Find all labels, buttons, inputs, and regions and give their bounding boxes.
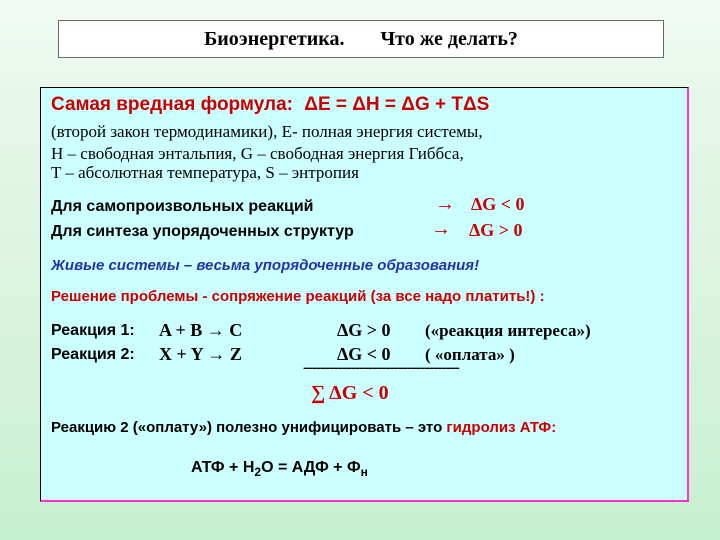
atp-sub-2: 2 [254,465,262,480]
title-bar [58,20,664,58]
reaction-2-dg: ΔG < 0 [337,344,391,364]
note-definitions: H – свободная энтальпия, G – свободная энергия Гиббса, [51,144,464,163]
unify-line [51,419,556,436]
title-left: Биоэнергетика. [204,27,345,50]
formula-line [51,94,489,116]
synthesis-arrow: → [431,218,451,240]
reaction-1-note: («реакция интереса») [425,321,591,340]
reaction-1-dg: ΔG > 0 [337,320,391,340]
reaction-2-note: ( «оплата» ) [425,345,515,364]
sum-condition: ∑ ΔG < 0 [311,382,389,404]
formula-label: Самая вредная формула: [51,94,293,115]
note-temperature: T – абсолютная температура, S – энтропия [51,163,359,182]
spontaneous-arrow: → [435,193,455,215]
reaction-1 [51,322,135,340]
spontaneous-condition: ΔG < 0 [471,194,525,214]
reaction-2-label: Реакция 2: [51,346,135,363]
solution-note: Решение проблемы - сопряжение реакций (за все надо платить!) : [51,288,545,305]
reaction-1-equation: A + B → C [159,320,243,340]
living-systems-note: Живые системы – весьма упорядоченные образования! [51,257,480,274]
title-right: Что же делать? [380,27,518,50]
content-panel [40,87,689,502]
synthesis-condition: ΔG > 0 [469,220,523,240]
unify-highlight: гидролиз АТФ: [446,419,557,436]
note-second-law: (второй закон термодинамики), E- полная энергия системы, [51,122,483,141]
reaction-1-label: Реакция 1: [51,322,135,339]
sum-divider: ------------------------------------ [303,359,459,376]
reaction-2-equation: X + Y → Z [159,344,242,364]
atp-mid: О = АДФ + Ф [261,459,361,476]
spontaneous-label: Для самопроизвольных реакций [51,198,314,215]
formula: ΔE = ΔH = ΔG + TΔS [304,94,490,115]
unify-text: Реакцию 2 («оплату») полезно унифицировать – это [51,419,443,436]
atp-lhs: АТФ + Н [191,459,255,476]
synthesis-label: Для синтеза упорядоченных структур [51,223,354,240]
reaction-2 [51,346,135,364]
atp-hydrolysis-equation [191,459,368,479]
atp-sub-n: н [360,465,368,480]
